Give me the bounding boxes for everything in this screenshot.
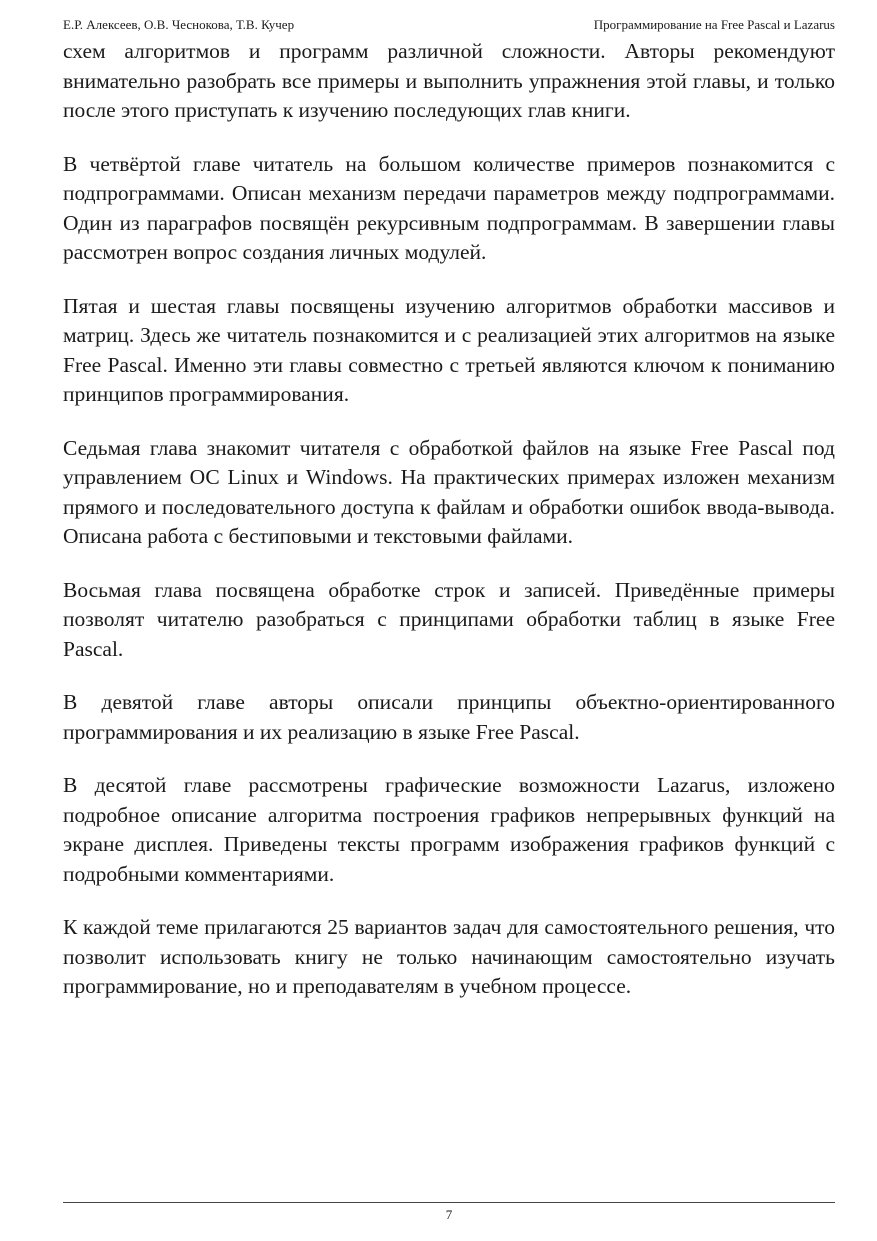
page-header (63, 15, 835, 35)
paragraph-5: Восьмая глава посвящена обработке строк и записей. Приведённые примеры позволят читателю разобраться с принципами обработки таблиц в языке Free Pascal. (63, 577, 835, 661)
header-book-title: Программирование на Free Pascal и Lazarus (593, 17, 835, 32)
paragraph-2: В четвёртой главе читатель на большом количестве примеров познакомится с подпрограммами. Описан механизм передачи параметров между подпрограммами. Один из параграфов посвящён рекурсивным подпрограммам. В завершении главы рассмотрен вопрос создания личных модулей. (63, 151, 835, 264)
page-number: 7 (445, 1207, 453, 1222)
page-body (63, 37, 835, 1026)
paragraph-6: В девятой главе авторы описали принципы объектно-ориентированного программирования и их реализацию в языке Free Pascal. (63, 690, 835, 744)
paragraph-4: Седьмая глава знакомит читателя с обработкой файлов на языке Free Pascal под управлением ОС Linux и Windows. На практических примерах изложен механизм прямого и последовательного доступа к файлам и обработки ошибок ввода-вывода. Описана работа с бестиповыми и текстовыми файлами. (63, 435, 835, 548)
paragraph-7: В десятой главе рассмотрены графические возможности Lazarus, изложено подробное описание алгоритма построения графиков непрерывных функций на экране дисплея. Приведены тексты программ изображения графиков функций с подробными комментариями. (63, 773, 835, 886)
paragraph-3: Пятая и шестая главы посвящены изучению алгоритмов обработки массивов и матриц. Здесь же читатель познакомится и с реализацией этих алгоритмов на языке Free Pascal. Именно эти главы совместно с третьей являются ключом к пониманию принципов программирования. (63, 293, 835, 406)
paragraph-1: схем алгоритмов и программ различной сложности. Авторы рекомендуют внимательно разобрать все примеры и выполнить упражнения этой главы, и только после этого приступать к изучению последующих глав книги. (63, 39, 835, 122)
footer-divider (63, 1202, 835, 1203)
paragraph-8: К каждой теме прилагаются 25 вариантов задач для самостоятельного решения, что позволит использовать книгу не только начинающим самостоятельно изучать программирование, но и преподавателям в учебном процессе. (63, 915, 835, 998)
header-authors: Е.Р. Алексеев, О.В. Чеснокова, Т.В. Кучер (63, 17, 295, 32)
